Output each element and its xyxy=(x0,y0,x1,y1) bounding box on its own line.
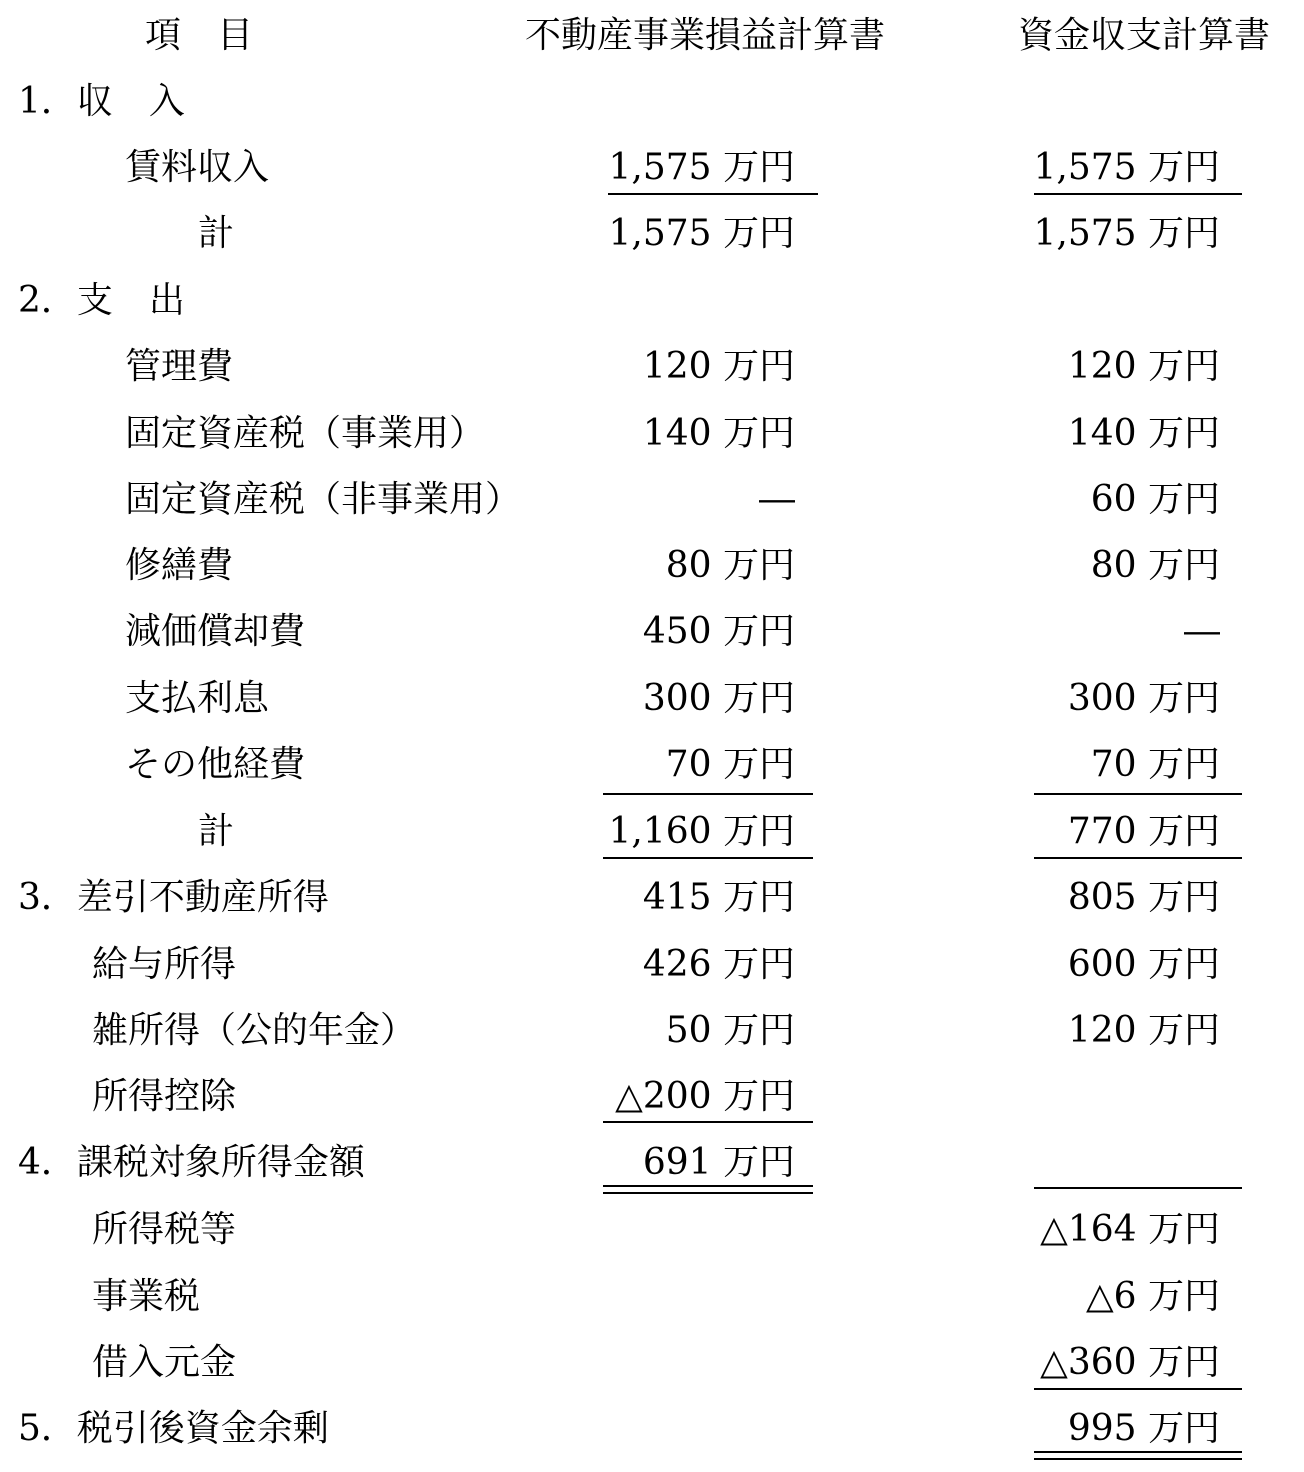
row-pl-value: 1,160 万円 xyxy=(608,811,795,852)
row-cf-value: △360 万円 xyxy=(1040,1342,1220,1383)
row-cf-value: 805 万円 xyxy=(1067,877,1220,918)
header-cf-statement: 資金収支計算書 xyxy=(1018,15,1271,56)
row-label: 3．差引不動産所得 xyxy=(18,877,329,918)
underline xyxy=(603,793,813,795)
underline xyxy=(608,193,818,195)
row-label: 賃料収入 xyxy=(125,147,270,188)
underline xyxy=(603,1121,813,1123)
row-cf-value: 60 万円 xyxy=(1090,479,1220,520)
row-label: 雑所得（公的年金） xyxy=(92,1010,417,1051)
row-cf-value: 70 万円 xyxy=(1090,744,1220,785)
row-pl-value: 691 万円 xyxy=(642,1142,795,1183)
row-label: 所得控除 xyxy=(92,1076,237,1117)
row-label: 固定資産税（非事業用） xyxy=(125,479,522,520)
row-pl-value: 450 万円 xyxy=(642,611,795,652)
row-label: 借入元金 xyxy=(92,1342,237,1383)
row-label: 固定資産税（事業用） xyxy=(125,413,486,454)
header-pl-statement: 不動産事業損益計算書 xyxy=(525,15,886,56)
row-label: 減価償却費 xyxy=(125,611,306,652)
row-label: 管理費 xyxy=(125,346,234,387)
underline xyxy=(1034,1187,1242,1189)
header-item: 項 目 xyxy=(145,15,254,56)
row-cf-value: 995 万円 xyxy=(1067,1408,1220,1449)
row-label: 計 xyxy=(198,213,235,254)
row-label: 2．支 出 xyxy=(18,280,185,321)
underline xyxy=(1034,193,1242,195)
row-label: 所得税等 xyxy=(92,1209,237,1250)
row-label: 修繕費 xyxy=(125,545,234,586)
row-cf-value: 1,575 万円 xyxy=(1033,147,1220,188)
row-pl-value: 426 万円 xyxy=(642,944,795,985)
row-label: 計 xyxy=(198,811,235,852)
row-label: 5．税引後資金余剰 xyxy=(18,1408,329,1449)
row-cf-value: 120 万円 xyxy=(1067,1010,1220,1051)
row-cf-value: 140 万円 xyxy=(1067,413,1220,454)
row-pl-value: 70 万円 xyxy=(665,744,795,785)
row-pl-value: △200 万円 xyxy=(615,1076,795,1117)
row-cf-value: △164 万円 xyxy=(1040,1209,1220,1250)
row-label: 支払利息 xyxy=(125,678,270,719)
row-pl-value: ― xyxy=(759,479,795,520)
row-cf-value: 770 万円 xyxy=(1067,811,1220,852)
row-pl-value: 300 万円 xyxy=(642,678,795,719)
row-label: 事業税 xyxy=(92,1276,201,1317)
underline xyxy=(1034,793,1242,795)
row-label: 給与所得 xyxy=(92,944,237,985)
row-cf-value: 120 万円 xyxy=(1067,346,1220,387)
double-underline xyxy=(603,1185,813,1194)
row-pl-value: 415 万円 xyxy=(642,877,795,918)
row-cf-value: 600 万円 xyxy=(1067,944,1220,985)
row-pl-value: 50 万円 xyxy=(665,1010,795,1051)
row-label: 1．収 入 xyxy=(18,81,185,122)
row-pl-value: 1,575 万円 xyxy=(608,147,795,188)
row-cf-value: 300 万円 xyxy=(1067,678,1220,719)
row-pl-value: 1,575 万円 xyxy=(608,213,795,254)
underline xyxy=(1034,1388,1242,1390)
underline xyxy=(1034,857,1242,859)
row-label: その他経費 xyxy=(125,744,306,785)
row-label: 4．課税対象所得金額 xyxy=(18,1142,365,1183)
row-cf-value: 1,575 万円 xyxy=(1033,213,1220,254)
row-pl-value: 140 万円 xyxy=(642,413,795,454)
row-pl-value: 120 万円 xyxy=(642,346,795,387)
row-cf-value: ― xyxy=(1184,611,1220,652)
row-cf-value: 80 万円 xyxy=(1090,545,1220,586)
row-cf-value: △6 万円 xyxy=(1085,1276,1220,1317)
double-underline xyxy=(1034,1451,1242,1460)
row-pl-value: 80 万円 xyxy=(665,545,795,586)
underline xyxy=(603,857,813,859)
